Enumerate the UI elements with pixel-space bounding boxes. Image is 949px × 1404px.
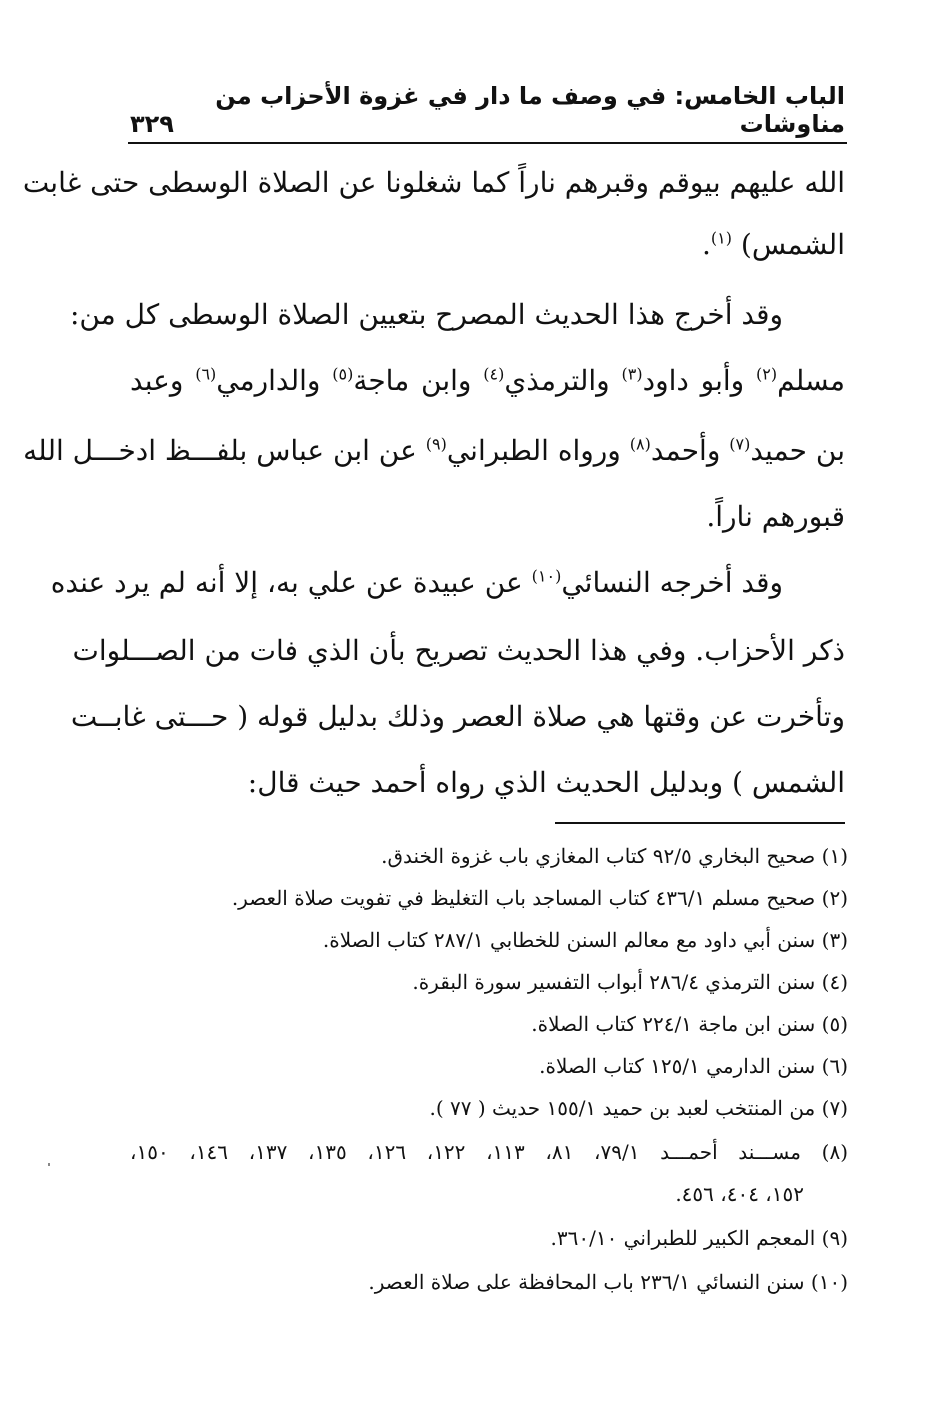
footnote-1: (١) صحيح البخاري ٩٢/٥ كتاب المغازي باب غزوة الخندق. xyxy=(381,844,848,868)
chapter-title: الباب الخامس: في وصف ما دار في غزوة الأحزاب من مناوشات xyxy=(215,82,845,138)
footnote-9: (٩) المعجم الكبير للطبراني ٣٦٠/١٠. xyxy=(550,1226,848,1250)
footnote-marker-7: (٧) xyxy=(729,434,751,454)
ref-tirmidhi: والترمذي xyxy=(504,364,610,397)
running-header xyxy=(130,82,845,138)
scan-speck xyxy=(48,1163,50,1166)
footnote-marker-5: (٥) xyxy=(332,364,354,384)
ref-abu-dawud: وأبو داود xyxy=(642,364,745,397)
footnote-marker-1: (١) xyxy=(710,228,732,248)
ref-muslim: مسلم xyxy=(777,364,845,397)
ref-darimi: والدارمي xyxy=(216,364,321,397)
footnote-4: (٤) سنن الترمذي ٢٨٦/٤ أبواب التفسير سورة البقرة. xyxy=(412,970,848,994)
ref-nasai: وقد أخرجه النسائي xyxy=(561,566,783,599)
footnote-marker-2: (٢) xyxy=(756,364,778,384)
footnote-marker-3: (٣) xyxy=(621,364,643,384)
footnote-2: (٢) صحيح مسلم ٤٣٦/١ كتاب المساجد باب التغليظ في تفويت صلاة العصر. xyxy=(231,886,848,910)
body-line-5 xyxy=(23,434,845,467)
body-line-10: الشمس ) وبدليل الحديث الذي رواه أحمد حيث قال: xyxy=(247,766,845,799)
ref-tabarani: ورواه الطبراني xyxy=(446,434,621,467)
ref-ibn-majah: وابن ماجة xyxy=(353,364,472,397)
body-line-6: قبورهم ناراً. xyxy=(706,500,845,533)
body-line-1: الله عليهم بيوقم وقبرهم ناراً كما شغلونا عن الصلاة الوسطى حتى غابت xyxy=(22,166,845,199)
footnote-marker-4: (٤) xyxy=(483,364,505,384)
body-line-7 xyxy=(50,566,845,599)
body-line-7-rest: عن عبيدة عن علي به، إلا أنه لم يرد عنده xyxy=(50,566,523,599)
footnote-marker-6: (٦) xyxy=(195,364,217,384)
footnote-divider xyxy=(555,822,845,824)
footnote-8: (٨) مســـند أحمـــد ٧٩/١، ٨١، ١١٣، ١٢٢، ١٢٦، ١٣٥، ١٣٧، ١٤٦، ١٥٠، xyxy=(130,1140,848,1164)
body-line-2 xyxy=(130,228,845,261)
body-line-8: ذكر الأحزاب. وفي هذا الحديث تصريح بأن الذي فات من الصـــلوات xyxy=(72,634,845,667)
body-line-2-tail: . xyxy=(701,228,711,261)
body-line-4 xyxy=(130,364,845,397)
footnote-10: (١٠) سنن النسائي ٢٣٦/١ باب المحافظة على صلاة العصر. xyxy=(368,1270,848,1294)
footnote-5: (٥) سنن ابن ماجة ٢٢٤/١ كتاب الصلاة. xyxy=(531,1012,848,1036)
body-line-4-end: وعبد xyxy=(130,364,184,397)
footnote-3: (٣) سنن أبي داود مع معالم السنن للخطابي ٢٨٧/١ كتاب الصلاة. xyxy=(322,928,848,952)
footnote-marker-10: (١٠) xyxy=(531,566,562,586)
ref-ibn-humaid: بن حميد xyxy=(750,434,845,467)
body-line-2-text: الشمس) xyxy=(740,228,845,261)
footnote-6: (٦) سنن الدارمي ١٢٥/١ كتاب الصلاة. xyxy=(539,1054,848,1078)
body-line-9: وتأخرت عن وقتها هي صلاة العصر وذلك بدليل قوله ( حـــتى غابــت xyxy=(70,700,845,733)
body-line-5-rest: عن ابن عباس بلفـــظ ادخـــل الله xyxy=(23,434,417,467)
footnote-marker-8: (٨) xyxy=(629,434,651,454)
body-line-3: وقد أخرج هذا الحديث المصرح بتعيين الصلاة الوسطى كل من: xyxy=(70,298,783,331)
footnote-8-continuation: ١٥٢، ٤٠٤، ٤٥٦. xyxy=(675,1182,804,1206)
header-divider xyxy=(128,142,847,144)
page-number: ٣٢٩ xyxy=(130,110,174,138)
ref-ahmad: وأحمد xyxy=(650,434,721,467)
footnote-marker-9: (٩) xyxy=(425,434,447,454)
footnote-7: (٧) من المنتخب لعبد بن حميد ١٥٥/١ حديث ( ٧٧ ). xyxy=(429,1096,848,1120)
